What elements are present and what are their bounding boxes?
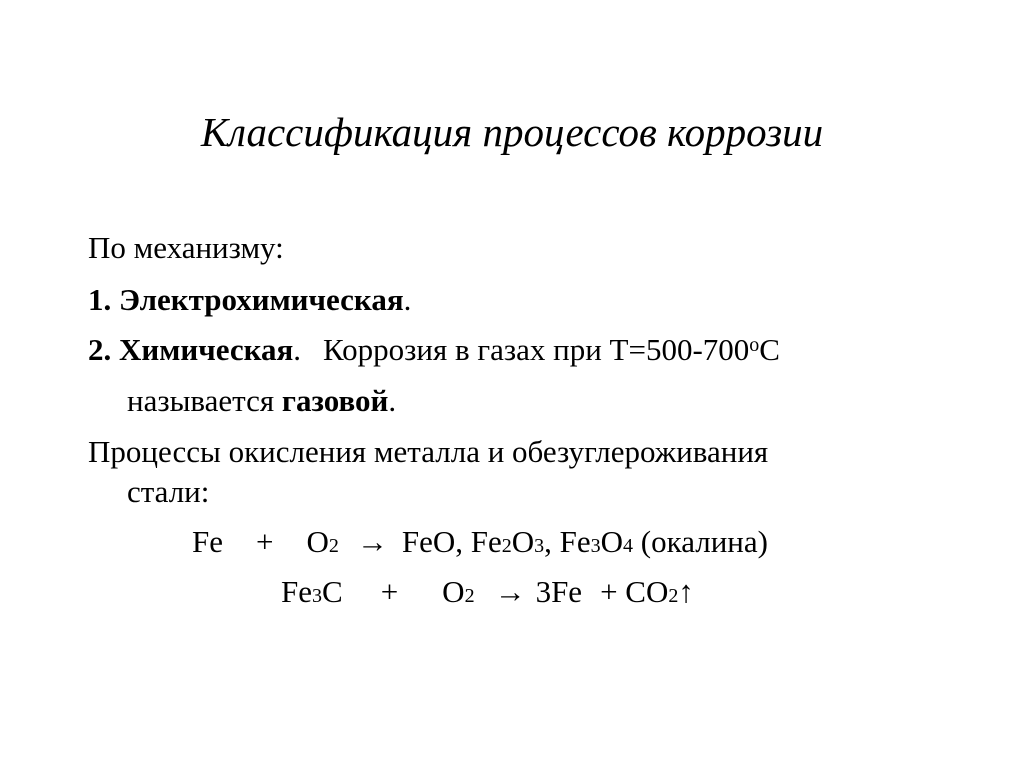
eq2-co-sub: 2 xyxy=(668,585,679,607)
eq1-fe3-sub: 3 xyxy=(590,535,601,557)
item2-period: . xyxy=(293,332,302,367)
eq1-o3-sub: 3 xyxy=(534,535,545,557)
item1-period: . xyxy=(403,282,412,317)
item2-cont-end: . xyxy=(388,383,397,418)
equation-decarburization xyxy=(281,576,694,607)
eq2-gas-arrow: ↑ xyxy=(678,574,694,609)
item1-name: Электрохимическая xyxy=(119,282,404,317)
eq1-o4: O xyxy=(600,524,624,559)
eq2-arrow: → xyxy=(494,574,526,609)
eq2-plus2: + xyxy=(600,574,618,609)
item-chemical-continuation xyxy=(127,385,396,416)
item2-cont-bold: газовой xyxy=(281,383,389,418)
eq1-fe: Fe xyxy=(192,524,223,559)
eq1-fe2-sub: 2 xyxy=(501,535,512,557)
mechanism-label: По механизму: xyxy=(88,230,284,265)
eq1-arrow: → xyxy=(356,524,388,559)
eq2-plus: + xyxy=(380,574,399,609)
eq1-comma: , xyxy=(544,524,552,559)
eq1-o4-sub: 4 xyxy=(623,535,634,557)
eq1-plus: + xyxy=(256,524,274,559)
eq1-fe3: Fe xyxy=(559,524,591,559)
equation-oxidation xyxy=(192,526,768,557)
item2-cont-text: называется xyxy=(127,383,275,418)
processes-line-1: Процессы окисления металла и обезуглероживания xyxy=(88,434,769,469)
item-electrochemical xyxy=(88,284,411,315)
item2-name: Химическая xyxy=(119,332,294,367)
eq1-o3: O xyxy=(511,524,535,559)
item-chemical xyxy=(88,334,780,365)
item1-number: 1. xyxy=(88,282,112,317)
eq1-note: (окалина) xyxy=(640,524,768,559)
eq2-co: CO xyxy=(625,574,669,609)
item2-text: Коррозия в газах при Т=500-700 xyxy=(323,332,750,367)
eq2-product1: 3Fe xyxy=(535,574,583,609)
eq2-o: O xyxy=(442,574,465,609)
eq1-fe2: Fe xyxy=(470,524,502,559)
eq1-o: O xyxy=(306,524,329,559)
eq2-fe-sub: 3 xyxy=(312,585,322,607)
eq2-c: C xyxy=(322,574,343,609)
eq1-feo: FeO, xyxy=(401,524,464,559)
eq1-o-sub: 2 xyxy=(328,535,339,557)
eq2-fe: Fe xyxy=(281,574,312,609)
item2-degree: о xyxy=(749,334,760,356)
slide-title: Классификация процессов коррозии xyxy=(200,109,824,155)
item2-unit: С xyxy=(759,332,780,367)
processes-line-2: стали: xyxy=(127,474,210,509)
item2-number: 2. xyxy=(88,332,112,367)
eq2-o-sub: 2 xyxy=(464,585,475,607)
